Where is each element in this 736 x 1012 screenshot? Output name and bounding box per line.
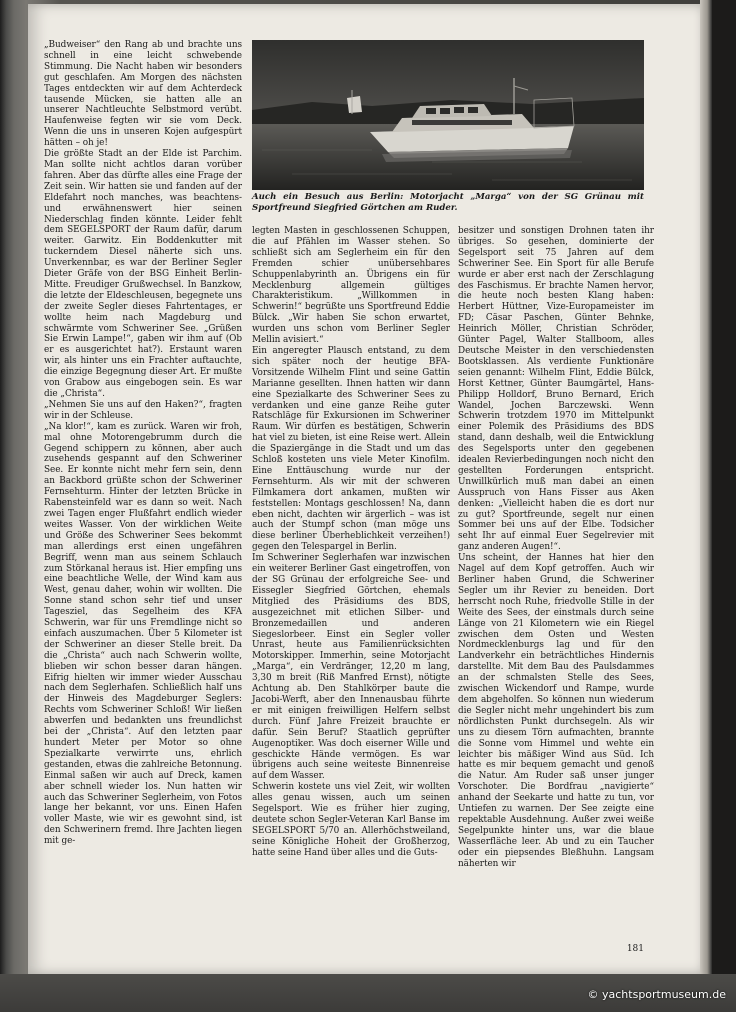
paragraph: Ein angeregter Plausch entstand, zu dem sich später noch der heutige BFA-Vorsitzende Wilhelm Flint und seine Gattin Marianne gesellten. Ihnen hatten wir dann eine Spezialkarte des Schweriner Sees zu verdanken und eine ganze Reihe guter Ratschläge für Exkursionen im Schweriner Raum. Wir dürfen es bestätigen, Schwerin hat viel zu bieten, ist eine Reise wert. Allein die Spaziergänge in die Stadt und um das Schloß kosteten uns viele Meter Kinofilm. Eine Enttäuschung wurde nur der Fernsehturm. Als wir mit der schweren Filmkamera dort ankamen, mußten wir feststellen: Montags geschlossen! Na, dann eben nicht, dachten wir ärgerlich – was ist auch der Stumpf schon (man möge uns diese berliner Überheblichkeit verzeihen!) gegen den Telespargel in Berlin. (252, 345, 450, 553)
paragraph: „Na klor!“, kam es zurück. Waren wir froh, mal ohne Motorengebrumm durch die Gegend schippern zu können, aber auch zusehends gespannt auf den Schweriner See. Er konnte nicht mehr fern sein, denn an Backbord grüßte schon der Schweriner Fernsehturm. Hinter der letzten Brücke in Rabensteinfeld war es dann so weit. Nach zwei Tagen enger Flußfahrt endlich wieder weites Wasser. Von der wirklichen Weite und Größe des Schweriner Sees bekommt man allerdings erst einen ungefähren Begriff, wenn man aus seinem Schlauch zum Störkanal heraus ist. Hier empfing uns eine beachtliche Welle, der Wind kam aus West, genau daher, wohin wir wollten. Die Sonne stand schon sehr tief und unser Tagesziel, das Segelheim des KFA Schwerin, war für uns Fremdlinge nicht so einfach auszumachen. Über 5 Kilometer ist der Schweriner an dieser Stelle breit. Da die „Christa“ auch nach Schwerin wollte, blieben wir schon besser daran hängen. Eifrig hielten wir immer wieder Ausschau nach dem Seglerhafen. Schließlich half uns der Hinweis des Magdeburger Seglers: Rechts vom Schweriner Schloß! Wir ließen abwerfen und bedankten uns freundlichst bei der „Christa“. Auf den letzten paar hundert Meter per Motor so ohne Spezialkarte verwirrte uns, ehrlich gestanden, etwas die zahlreiche Betonnung. Einmal saßen wir auch auf Dreck, kamen aber schnell wieder los. Nun hatten wir auch das Schweriner Seglerheim, von Fotos lange her bekannt, vor uns. Einen Hafen voller Maste, wie wir es gewohnt sind, ist den Schwerinern fremd. Ihre Jachten liegen mit ge- (44, 421, 242, 847)
paragraph: Die größte Stadt an der Elde ist Parchim. Man sollte nicht achtlos daran vorüber fahren. Aber das dürfte alles eine Frage der Zeit sein. Wir hatten sie und fanden auf der Eldefahrt noch manches, was beachtens- und erwähnenswert hier seinen Niederschlag finden könnte. Leider fehlt dem SEGELSPORT der Raum dafür, darum weiter. Garwitz. Ein Boddenkutter mit tuckerndem Diesel näherte sich uns. Unverkennbar, es war der Berliner Segler Dieter Gräfe von der BSG Einheit Berlin-Mitte. Freudiger Grußwechsel. In Banzkow, die letzte der Eldeschleusen, begegnete uns der zweite Segler dieses Fahrtentages, er wollte heim nach Magdeburg und schwärmte vom Schweriner See. „Grüßen Sie Erwin Lampe!“, gaben wir ihm auf (Ob er es ausgerichtet hat?). Erstaunt waren wir, als hinter uns ein Frachter auftauchte, die einzige Begegnung dieser Art. Er mußte von Grabow aus eingebogen sein. Es war die „Christa“. (44, 149, 242, 399)
photo-caption: Auch ein Besuch aus Berlin: Motorjacht „Marga“ von der SG Grünau mit Sportfreund Siegfried Görtchen am Ruder. (252, 192, 644, 213)
paragraph: „Budweiser“ den Rang ab und brachte uns schnell in eine leicht schwebende Stimmung. Die Nacht haben wir besonders gut geschlafen. Am Morgen des nächsten Tages entdeckten wir auf dem Achterdeck tausende Mücken, sie hatten alle an unserer Nachtleuchte Selbstmord verübt. Haufenweise fegten wir sie vom Deck. Wenn die uns in unseren Kojen aufgespürt hätten – oh je! (44, 40, 242, 149)
paragraph: Im Schweriner Seglerhafen war inzwischen ein weiterer Berliner Gast eingetroffen, von der SG Grünau der erfolgreiche See- und Eissegler Siegfried Görtchen, ehemals Mitglied des Präsidiums des BDS, ausgezeichnet mit etlichen Silber- und Bronzemedaillen und anderen Siegeslorbeer. Einst ein Segler voller Unrast, heute aus Familienrücksichten Motorskipper. Immerhin, seine Motorjacht „Marga“, ein Verdränger, 12,20 m lang, 3,30 m breit (Riß Manfred Ernst), nötigte Achtung ab. Den Stahlkörper baute die Jacobi-Werft, aber den Innenausbau führte er mit einigen freiwilligen Helfern selbst durch. Fünf Jahre Freizeit brauchte er dafür. Sein Beruf? Staatlich geprüfter Augenoptiker. Was doch eiserner Wille und geschickte Hände vermögen. Es war übrigens auch seine weiteste Binnenreise auf dem Wasser. (252, 553, 450, 782)
binding-strip (712, 0, 736, 1012)
page-number: 181 (626, 944, 644, 954)
article-column-left (44, 40, 242, 847)
page-edge (700, 0, 712, 1012)
paragraph: legten Masten in geschlossenen Schuppen, die auf Pfählen im Wasser stehen. So schließt sich am Seglerheim ein für den Fremden schier unübersehbares Schuppenlabyrinth an. Übrigens ein für Mecklenburg allgemein gültiges Charakteristikum. „Willkommen in Schwerin!“ begrüßte uns Sportfreund Eddie Bülck. „Wir haben Sie schon erwartet, wurden uns schon vom Berliner Segler Mellin avisiert.“ (252, 226, 450, 346)
article-column-middle (252, 226, 450, 859)
yacht-photo (252, 40, 644, 190)
paragraph: „Nehmen Sie uns auf den Haken?“, fragten wir in der Schleuse. (44, 399, 242, 421)
paragraph: besitzer und sonstigen Drohnen taten ihr übriges. So gesehen, dominierte der Segelsport seit 75 Jahren auf dem Schweriner See. Ein Sport für alle Berufe wurde er aber erst nach der Zerschlagung des Faschismus. Er brachte Namen hervor, die heute noch besten Klang haben: Herbert Hüttner, Vize-Europameister im FD; Cäsar Paschen, Günter Behnke, Heinrich Möller, Christian Schröder, Günter Pagel, Walter Stallboom, alles Deutsche Meister in den verschiedensten Bootsklassen. Als verdiente Funktionäre seien genannt: Wilhelm Flint, Eddie Bülck, Horst Kettner, Günter Baumgärtel, Hans-Philipp Holldorf, Bruno Bernard, Erich Wandel, Jochen Barczewski. Wenn Schwerin trotzdem 1970 im Mittelpunkt einer Polemik des Präsidiums des BDS stand, dann deshalb, weil die Entwicklung des Segelsports unter den gegebenen idealen Revierbedingungen noch nicht den gestellten Forderungen entspricht. Unwillkürlich muß man dabei an einen Ausspruch von Hans Fisser aus Aken denken: „Vielleicht haben die es dort nur zu gut? Sportfreunde, segelt nur einen Sommer bei uns auf der Elbe. Todsicher seht Ihr auf einmal Euer Segelrevier mit ganz anderen Augen!“. (458, 226, 654, 553)
watermark: © yachtsportmuseum.de (587, 988, 726, 1001)
paragraph: Uns scheint, der Hannes hat hier den Nagel auf dem Kopf getroffen. Auch wir Berliner haben Grund, die Schweriner Segler um ihr Revier zu beneiden. Dort herrscht noch Ruhe, friedvolle Stille in der Weite des Sees, der einstmals durch seine Länge von 21 Kilometern wie ein Riegel zwischen dem Osten und Westen Nordmecklenburgs lag und für den Landverkehr ein beträchtliches Hindernis darstellte. Mit dem Bau des Paulsdammes an der schmalsten Stelle des Sees, zwischen Wickendorf und Rampe, wurde dem abgeholfen. So können nun wiederum die Segler nicht mehr ungehindert bis zum nördlichsten Punkt durchsegeln. Als wir uns zu diesem Törn aufmachten, brannte die Sonne vom Himmel und wehte ein leichter bis mäßiger Wind aus Süd. Ich hatte es mir bequem gemacht und genoß die Natur. Am Ruder saß unser junger Vorschoter. Die Bordfrau „navigierte“ anhand der Seekarte und hatte zu tun, vor Untiefen zu warnen. Der See zeigte eine repektable Ausdehnung. Außer zwei weiße Segelpunkte hinter uns, war die blaue Wasserfläche leer. Ab und zu ein Taucher oder ein piepsendes Bleßhuhn. Langsam näherten wir (458, 553, 654, 869)
article-column-right (458, 226, 654, 869)
motor-yacht-image (252, 40, 644, 190)
paragraph: Schwerin kostete uns viel Zeit, wir wollten alles genau wissen, auch um seinen Segelsport. Wie es früher hier zuging, deutete schon Segler-Veteran Karl Banse im SEGELSPORT 5/70 an. Allerhöchstweiland, seine Königliche Hoheit der Großherzog, hatte seine Hand über alles und die Guts- (252, 782, 450, 858)
